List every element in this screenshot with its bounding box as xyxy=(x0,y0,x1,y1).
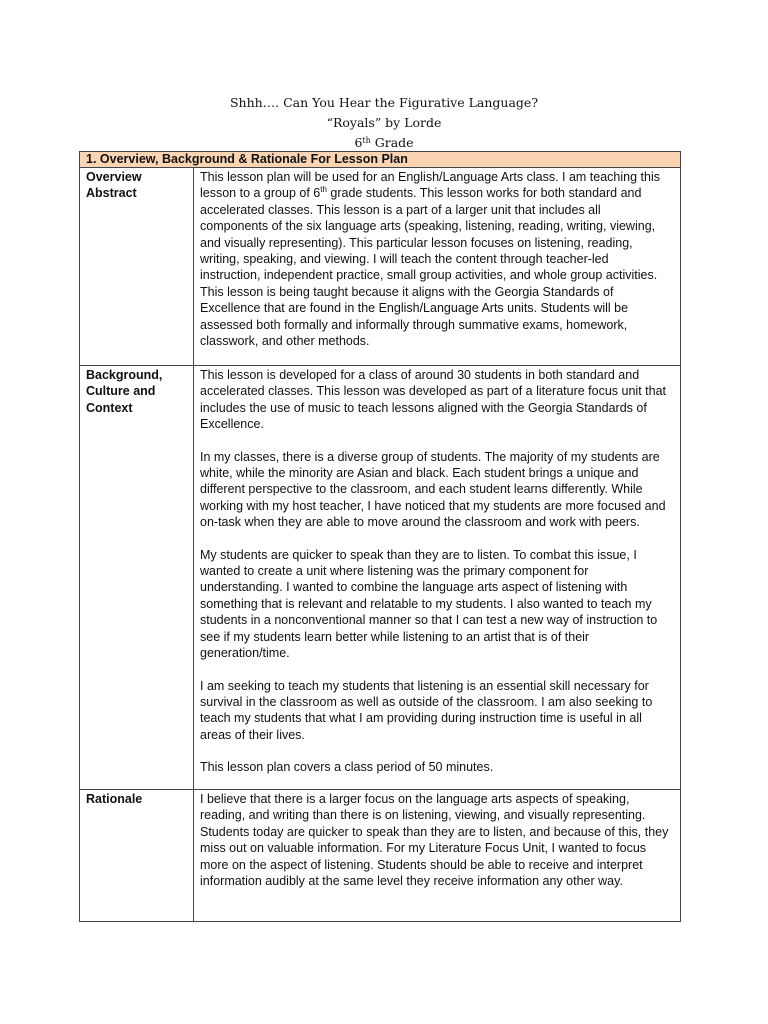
overview-paragraph xyxy=(200,169,672,349)
background-paragraph-5: This lesson plan covers a class period of 50 minutes. xyxy=(200,760,494,775)
document-title xyxy=(0,93,768,153)
section-header-row xyxy=(80,152,681,168)
overview-ordinal: th xyxy=(320,185,327,195)
section-header: 1. Overview, Background & Rationale For Lesson Plan xyxy=(80,152,681,168)
overview-label: Overview Abstract xyxy=(80,168,194,366)
grade-word: Grade xyxy=(370,135,414,150)
grade-ordinal: th xyxy=(362,136,371,145)
rationale-label: Rationale xyxy=(80,790,194,922)
overview-row xyxy=(80,168,681,366)
background-paragraph-4: I am seeking to teach my students that listening is an essential skill necessary for survival in the classroom as well as outside of the classroom. I am also seeking to teach my students that what I am providing during instruction time is useful in all areas of their lives. xyxy=(200,678,653,742)
rationale-paragraph: I believe that there is a larger focus on the language arts aspects of speaking, reading, and writing than there is on listening, viewing, and visually representing. Students today are quicker to speak than they are to listen, and because of this, they miss out on valuable information. For my Literature Focus Unit, I wanted to focus more on the aspect of listening. Students should be able to receive and interpret information audibly at the same level they receive information any other way. xyxy=(200,792,669,889)
title-line-2: “Royals” by Lorde xyxy=(326,115,442,130)
title-line-3 xyxy=(0,133,768,153)
background-label: Background, Culture and Context xyxy=(80,366,194,790)
title-line-1: Shhh…. Can You Hear the Figurative Language? xyxy=(229,95,539,110)
grade-number: 6 xyxy=(354,135,363,150)
background-paragraph-3: My students are quicker to speak than they are to listen. To combat this issue, I wanted to create a unit where listening was the primary component for understanding. I wanted to combine the language arts aspect of listening with something that is relevant and relatable to my students. I also wanted to teach my students in a nonconventional manner so that I can test a new way of instruction to see if my students learn better while listening to an artist that is of their generation/time. xyxy=(200,547,658,661)
background-content xyxy=(194,366,681,790)
background-paragraph-2: In my classes, there is a diverse group of students. The majority of my students are white, while the minority are Asian and black. Each student brings a unique and different perspective to the classroom, and each student learns differently. While working with my host teacher, I have noticed that my students are more focused and on-task when they are able to move around the classroom and work with peers. xyxy=(200,449,666,530)
lesson-plan-table xyxy=(79,151,681,922)
overview-content xyxy=(194,168,681,366)
rationale-content xyxy=(194,790,681,922)
overview-text-part-1: This lesson plan will be used for an English/Language Arts class. I am teaching this lesson to a group of 6 xyxy=(200,170,660,201)
overview-text-part-2: grade students. This lesson works for both standard and accelerated classes. This lesson is a part of a larger unit that includes all components of the six language arts (speaking, listening, reading, writing, viewing, and visually representing). This particular lesson focuses on listening, reading, writing, speaking, and viewing. I will teach the content through teacher-led instruction, independent practice, small group activities, and whole group activities. This lesson is being taught because it aligns with the Georgia Standards of Excellence that are found in the English/Language Arts units. Students will be assessed both formally and informally through summative exams, homework, classwork, and other methods. xyxy=(200,186,658,349)
rationale-row xyxy=(80,790,681,922)
background-row xyxy=(80,366,681,790)
background-paragraph-1: This lesson is developed for a class of around 30 students in both standard and accelerated classes. This lesson was developed as part of a literature focus unit that includes the use of music to teach lessons aligned with the Georgia Standards of Excellence. xyxy=(200,368,666,432)
